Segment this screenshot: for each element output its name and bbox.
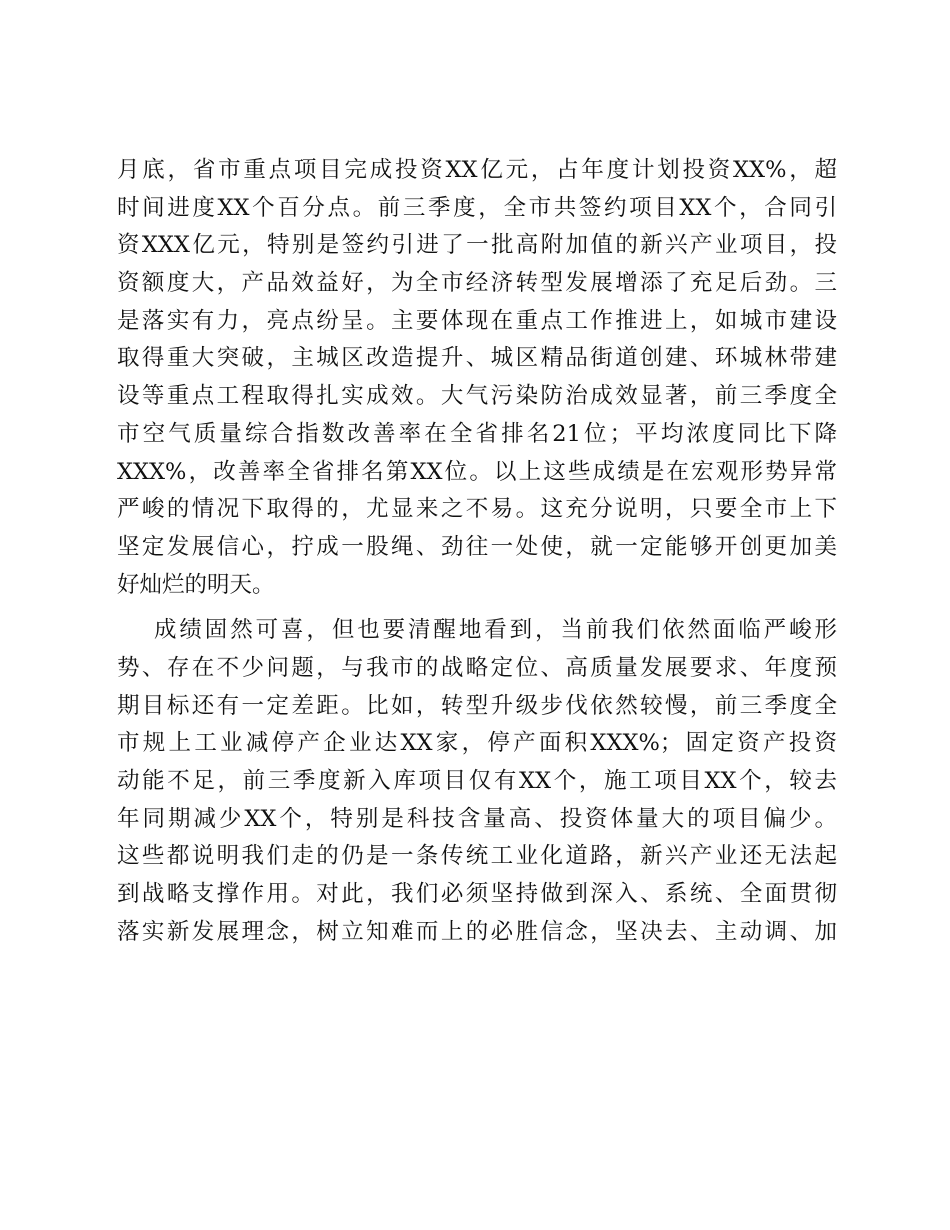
text-line: 好灿烂的明天。 [117,571,275,598]
text-line: 是落实有力，亮点纷呈。主要体现在重点工作推进上，如城市建设 [117,307,837,334]
text-line: 资额度大，产品效益好，为全市经济转型发展增添了充足后劲。三 [117,270,837,297]
text-line: 到战略支撑作用。对此，我们必须坚持做到深入、系统、全面贯彻 [117,881,837,908]
text-line: 动能不足，前三季度新入库项目仅有XX个，施工项目XX个，较去 [117,768,837,794]
text-line: 严峻的情况下取得的，尤显来之不易。这充分说明，只要全市上下 [117,496,837,523]
text-line: 取得重大突破，主城区改造提升、城区精品街道创建、环城林带建 [117,345,837,372]
text-line: 势、存在不少问题，与我市的战略定位、高质量发展要求、年度预 [117,654,837,681]
paragraph [117,152,837,604]
text-line: 市空气质量综合指数改善率在全省排名21位；平均浓度同比下降 [117,420,837,447]
text-line: 时间进度XX个百分点。前三季度，全市共签约项目XX个，合同引 [117,194,837,221]
paragraph [117,612,837,951]
text-line: 落实新发展理念，树立知难而上的必胜信念，坚决去、主动调、加 [117,918,837,945]
document-body [117,152,837,951]
text-line: 年同期减少XX个，特别是科技含量高、投资体量大的项目偏少。 [117,805,837,832]
text-line: XXX%，改善率全省排名第XX位。以上这些成绩是在宏观形势异常 [117,458,837,485]
text-line: 成绩固然可喜，但也要清醒地看到，当前我们依然面临严峻形 [154,617,837,644]
text-line: 这些都说明我们走的仍是一条传统工业化道路，新兴产业还无法起 [117,843,837,870]
text-line: 坚定发展信心，拧成一股绳、劲往一处使，就一定能够开创更加美 [117,533,837,560]
text-line: 资XXX亿元，特别是签约引进了一批高附加值的新兴产业项目，投 [117,232,837,259]
text-line: 市规上工业减停产企业达XX家，停产面积XXX%；固定资产投资 [117,730,837,757]
text-line: 设等重点工程取得扎实成效。大气污染防治成效显著，前三季度全 [117,383,837,410]
text-line: 期目标还有一定差距。比如，转型升级步伐依然较慢，前三季度全 [117,692,837,719]
paragraph-gap [117,604,837,612]
text-line: 月底，省市重点项目完成投资XX亿元，占年度计划投资XX%，超 [117,157,837,183]
